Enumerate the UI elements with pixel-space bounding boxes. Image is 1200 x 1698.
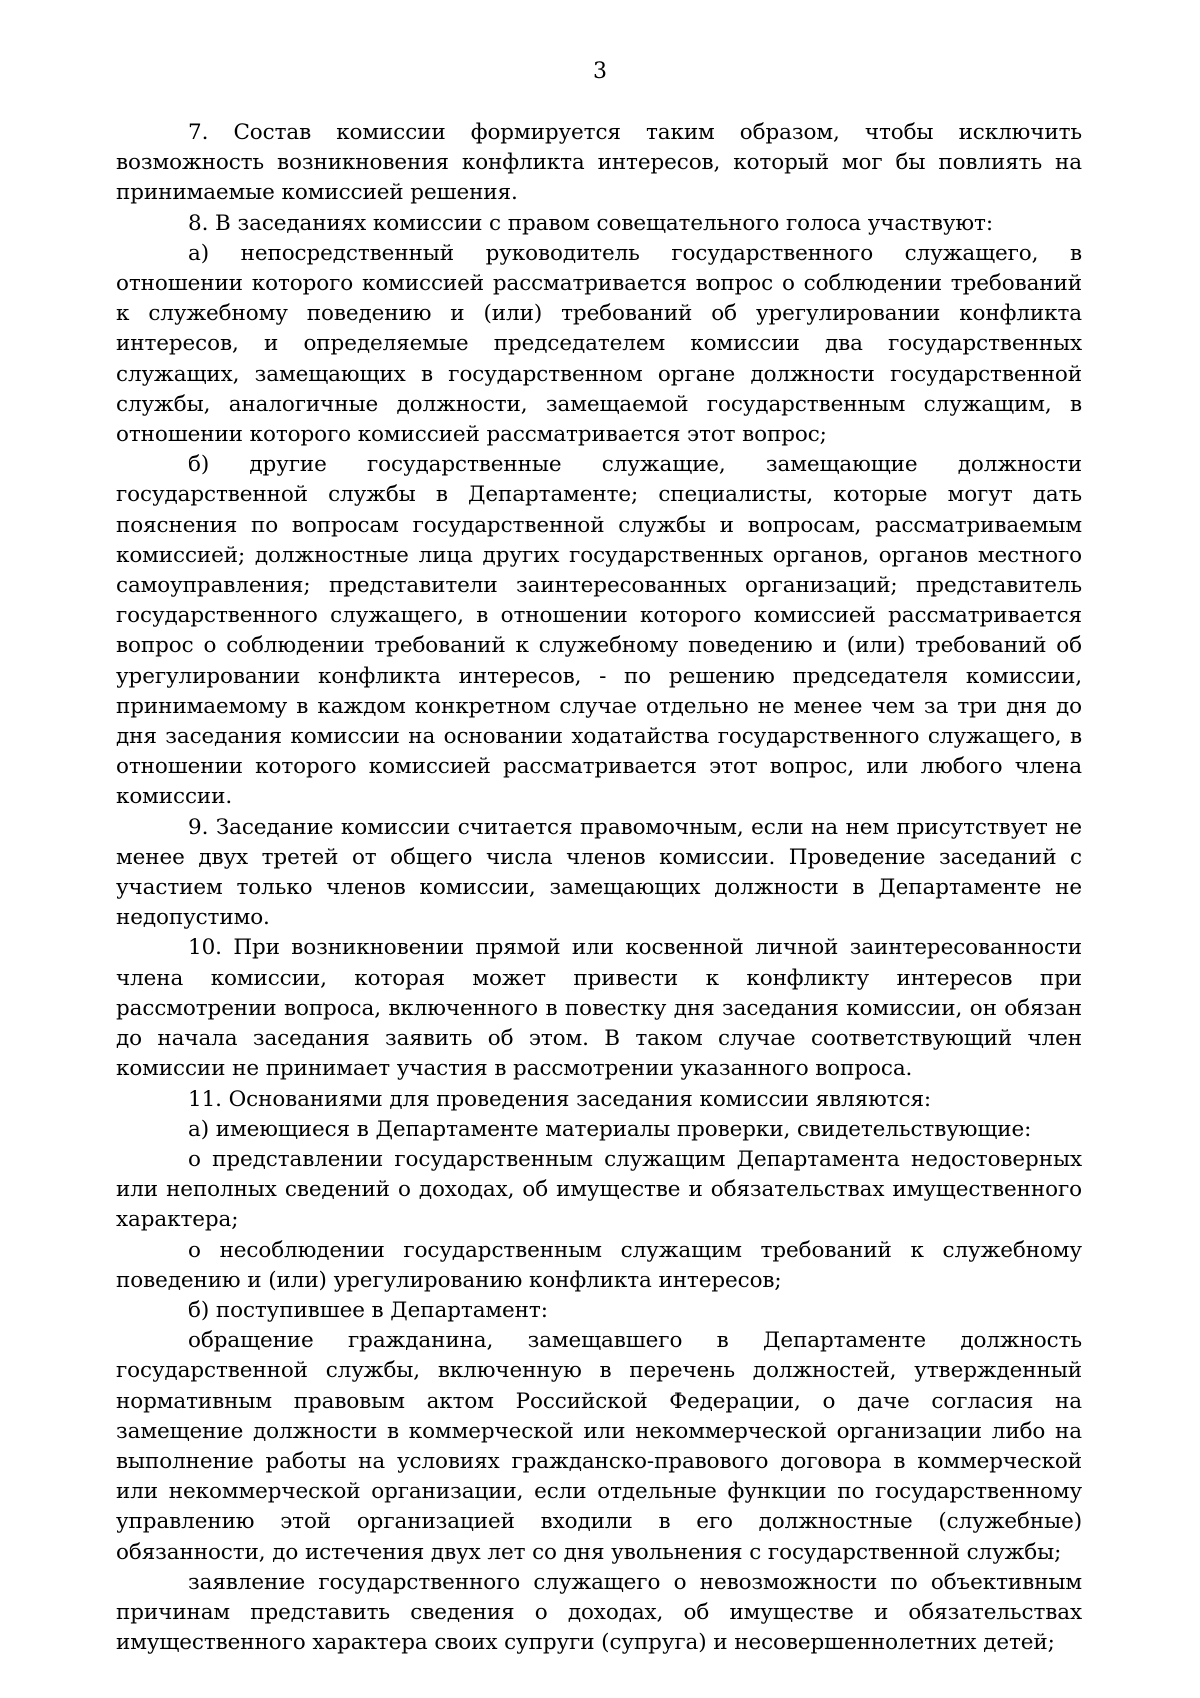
paragraph-11b-item-2: заявление государственного служащего о невозможности по объективным причинам представить сведения о доходах, об имуществе и обязательствах имущественного характера своих супруги (супруга) и несовершеннолетних детей; — [116, 1569, 1082, 1656]
paragraph-8b: б) другие государственные служащие, замещающие должности государственной службы в Департаменте; специалисты, которые могут дать пояснения по вопросам государственной службы и вопросам, рассматриваемым комиссией; должностные лица других государственных органов, органов местного самоуправления; представители заинтересованных организаций; представитель государственного служащего, в отношении которого комиссией рассматривается вопрос о соблюдении требований к служебному поведению и (или) требований об урегулировании конфликта интересов, - по решению председателя комиссии, принимаемому в каждом конкретном случае отдельно не менее чем за три дня до дня заседания комиссии на основании ходатайства государственного служащего, в отношении которого комиссией рассматривается этот вопрос, или любого члена комиссии. — [116, 452, 1082, 810]
paragraph-11b: б) поступившее в Департамент: — [188, 1297, 548, 1323]
paragraph-7: 7. Состав комиссии формируется таким образом, чтобы исключить возможность возникновения конфликта интересов, который мог бы повлиять на принимаемые комиссией решения. — [116, 120, 1082, 206]
page-number: 3 — [593, 59, 607, 84]
paragraph-8a: а) непосредственный руководитель государственного служащего, в отношении которого комиссией рассматривается вопрос о соблюдении требований к служебному поведению и (или) требований об урегулировании конфликта интересов, и определяемые председателем комиссии два государственных служащих, замещающих в государственном органе должности государственной службы, аналогичные должности, замещаемой государственным служащим, в отношении которого комиссией рассматривается этот вопрос; — [116, 240, 1082, 448]
paragraph-11b-item-1: обращение гражданина, замещавшего в Департаменте должность государственной службы, включенную в перечень должностей, утвержденный нормативным правовым актом Российской Федерации, о даче согласия на замещение должности в коммерческой или некоммерческой организации либо на выполнение работы на условиях гражданско-правового договора в коммерческой или некоммерческой организации, если отдельные функции по государственному управлению этой организацией входили в его должностные (служебные) обязанности, до истечения двух лет со дня увольнения с государственной службы; — [116, 1328, 1082, 1565]
paragraph-9: 9. Заседание комиссии считается правомочным, если на нем присутствует не менее двух третей от общего числа членов комиссии. Проведение заседаний с участием только членов комиссии, замещающих должности в Департаменте не недопустимо. — [116, 814, 1082, 931]
paragraph-8: 8. В заседаниях комиссии с правом совещательного голоса участвуют: — [188, 210, 993, 236]
paragraph-10: 10. При возникновении прямой или косвенной личной заинтересованности члена комиссии, которая может привести к конфликту интересов при рассмотрении вопроса, включенного в повестку дня заседания комиссии, он обязан до начала заседания заявить об этом. В таком случае соответствующий член комиссии не принимает участия в рассмотрении указанного вопроса. — [116, 935, 1082, 1082]
paragraph-11a: а) имеющиеся в Департаменте материалы проверки, свидетельствующие: — [188, 1116, 1032, 1142]
document-body — [116, 118, 1082, 1658]
paragraph-11a-item-1: о представлении государственным служащим Департамента недостоверных или неполных сведений о доходах, об имуществе и обязательствах имущественного характера; — [116, 1146, 1082, 1233]
paragraph-11a-item-2: о несоблюдении государственным служащим требований к служебному поведению и (или) урегулированию конфликта интересов; — [116, 1237, 1082, 1293]
paragraph-11: 11. Основаниями для проведения заседания комиссии являются: — [188, 1086, 932, 1112]
